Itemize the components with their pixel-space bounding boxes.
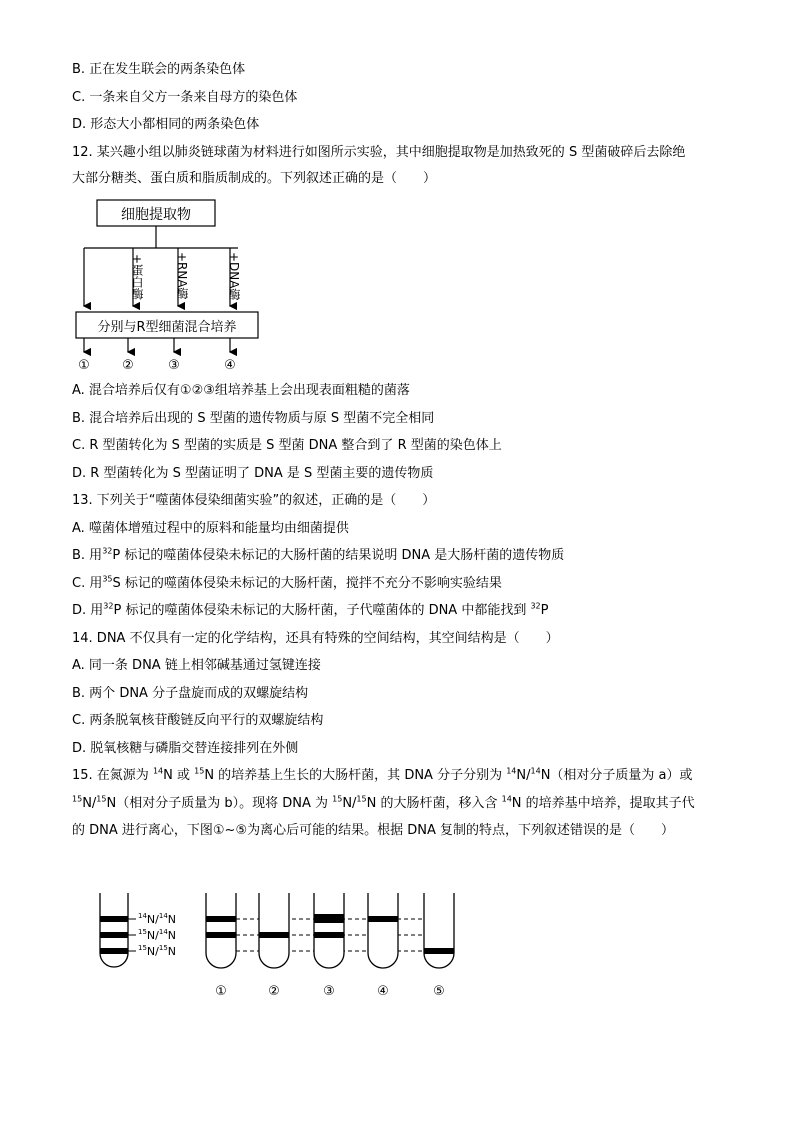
tube-2	[259, 893, 289, 968]
tube-5	[424, 893, 454, 968]
q12-stem-line1: 12. 某兴趣小组以肺炎链球菌为材料进行如图所示实验，其中细胞提取物是加热致死的 S 型菌破碎后去除绝	[72, 145, 686, 160]
q15-sup-i: 14	[501, 794, 512, 804]
q11-option-b: B. 正在发生联会的两条染色体	[72, 62, 246, 77]
band-label-14-14: $^{14}$N/$^{14}$N	[138, 912, 177, 926]
q15-l2-e: N 的培养基中培养，提取其子代	[511, 796, 695, 811]
tube-label-5: ⑤	[433, 984, 445, 999]
q15-l2-a: N/	[82, 796, 97, 811]
tube-4	[368, 893, 398, 968]
q14-option-a: A. 同一条 DNA 链上相邻碱基通过氢键连接	[72, 658, 321, 673]
q14-option-b: B. 两个 DNA 分子盘旋而成的双螺旋结构	[72, 686, 309, 701]
q13-d-post: P	[540, 603, 549, 618]
q15-sup-b: 15	[194, 766, 205, 776]
q13-option-a: A. 噬菌体增殖过程中的原料和能量均由细菌提供	[72, 521, 349, 536]
branch-rnase-label: +RNA酶	[175, 252, 189, 300]
q13-b-sup: 32	[102, 546, 113, 556]
q13-d-mid: P 标记的噬菌体侵染未标记的大肠杆菌，子代噬菌体的 DNA 中都能找到	[113, 603, 531, 618]
output-2: ②	[122, 358, 134, 373]
tube-label-4: ④	[377, 984, 389, 999]
band-label-15-15: $^{15}$N/$^{15}$N	[138, 944, 177, 958]
q15-l2-b: N（相对分子质量为 b）。现将 DNA 为	[106, 796, 333, 811]
q13-b-post: P 标记的噬菌体侵染未标记的大肠杆菌的结果说明 DNA 是大肠杆菌的遗传物质	[112, 548, 565, 563]
branch-protease-label: +蛋白酶	[130, 254, 144, 301]
q15-l1-b: N 的培养基上生长的大肠杆菌，其 DNA 分子分别为	[204, 768, 507, 783]
q12-option-c: C. R 型菌转化为 S 型菌的实质是 S 型菌 DNA 整合到了 R 型菌的染色体上	[72, 438, 502, 453]
output-1: ①	[78, 358, 90, 373]
output-4: ④	[224, 358, 236, 373]
q13-d-pre: D. 用	[72, 603, 104, 618]
tube-label-3: ③	[323, 984, 335, 999]
q15-l2-c: N/	[342, 796, 357, 811]
q15-sup-h: 15	[356, 794, 367, 804]
tube-label-2: ②	[268, 984, 280, 999]
q15-l1-a: N 或	[163, 768, 195, 783]
q15-sup-g: 15	[332, 794, 343, 804]
q15-sup-d: 14	[530, 766, 541, 776]
q12-option-a: A. 混合培养后仅有①②③组培养基上会出现表面粗糙的菌落	[72, 383, 410, 398]
band-label-15-14: $^{15}$N/$^{14}$N	[138, 928, 177, 942]
branch-dnase-label: +DNA酶	[227, 252, 241, 301]
extract-box-label: 细胞提取物	[121, 207, 191, 223]
q13-d-sup: 32	[103, 601, 114, 611]
q15-stem-line1	[72, 767, 693, 785]
q15-tubes-diagram	[90, 885, 470, 1003]
reference-tube	[100, 893, 136, 967]
tube-1	[206, 893, 236, 968]
q13-option-d	[72, 602, 549, 620]
q15-sup-a: 14	[152, 766, 164, 776]
q12-option-b: B. 混合培养后出现的 S 型菌的遗传物质与原 S 型菌不完全相同	[72, 411, 435, 426]
q13-b-pre: B. 用	[72, 548, 103, 563]
tube-label-1: ①	[215, 984, 227, 999]
q13-c-sup: 35	[102, 574, 113, 584]
q15-sup-f: 15	[96, 794, 107, 804]
q13-stem: 13. 下列关于“噬菌体侵染细菌实验”的叙述，正确的是（ ）	[72, 493, 436, 508]
q12-diagram	[72, 196, 272, 374]
q15-sup-e: 15	[72, 794, 83, 804]
q12-option-d: D. R 型菌转化为 S 型菌证明了 DNA 是 S 型菌主要的遗传物质	[72, 466, 434, 481]
q14-option-d: D. 脱氧核糖与磷脂交替连接排列在外侧	[72, 741, 299, 756]
tube-3	[314, 893, 344, 968]
q15-l2-d: N 的大肠杆菌，移入含	[366, 796, 502, 811]
q15-l1-c: N/	[516, 768, 531, 783]
q15-stem-line3: 的 DNA 进行离心，下图①~⑤为离心后可能的结果。根据 DNA 复制的特点，下列叙述错误的是（ ）	[72, 823, 674, 838]
q15-sup-c: 14	[506, 766, 517, 776]
q15-l1-d: N（相对分子质量为 a）或	[540, 768, 693, 783]
q13-c-post: S 标记的噬菌体侵染未标记的大肠杆菌，搅拌不充分不影响实验结果	[112, 576, 502, 591]
culture-box-label: 分别与R型细菌混合培养	[97, 320, 237, 335]
q14-stem: 14. DNA 不仅具有一定的化学结构，还具有特殊的空间结构，其空间结构是（ ）	[72, 631, 559, 646]
q13-d-sup2: 32	[530, 601, 541, 611]
q12-stem-line2: 大部分糖类、蛋白质和脂质制成的。下列叙述正确的是（ ）	[72, 171, 437, 186]
q15-stem-line2	[72, 795, 695, 813]
q13-c-pre: C. 用	[72, 576, 103, 591]
q11-option-d: D. 形态大小都相同的两条染色体	[72, 117, 260, 132]
q14-option-c: C. 两条脱氧核苷酸链反向平行的双螺旋结构	[72, 713, 324, 728]
q11-option-c: C. 一条来自父方一条来自母方的染色体	[72, 90, 298, 105]
output-3: ③	[168, 358, 180, 373]
q13-option-c	[72, 575, 502, 593]
q15-l1-pre: 15. 在氮源为	[72, 768, 153, 783]
q13-option-b	[72, 547, 564, 565]
